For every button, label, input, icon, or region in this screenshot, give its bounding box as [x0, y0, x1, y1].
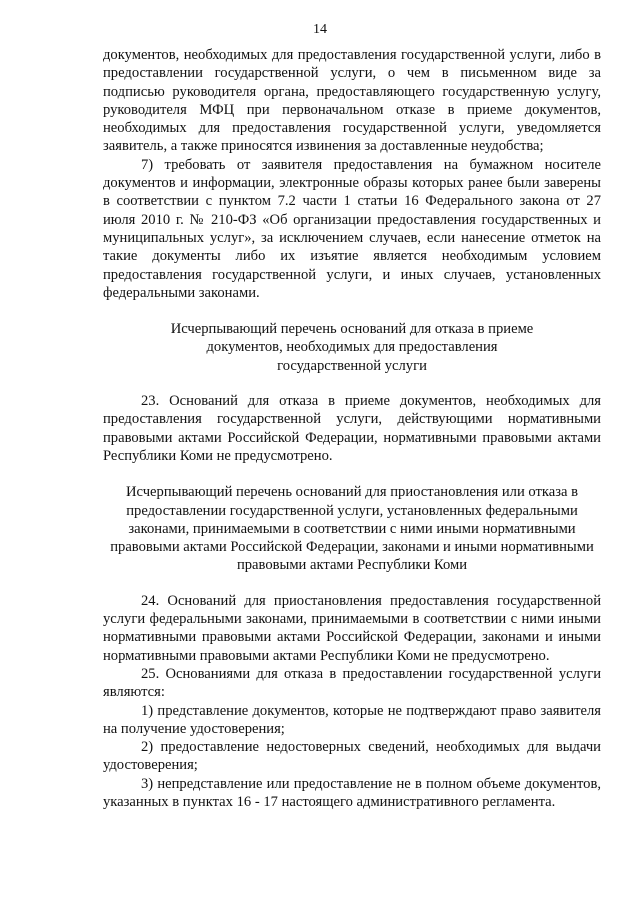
paragraph-25-item-2: 2) предоставление недостоверных сведений, необходимых для выдачи удостоверения;: [103, 739, 601, 774]
paragraph-23: 23. Оснований для отказа в приеме документов, необходимых для предоставления государственной услуги, действующими нормативными правовыми актами Российской Федерации, нормативными правовыми актами Республики Коми не предусмотрено.: [103, 393, 601, 464]
paragraph-25-item-1: 1) представление документов, которые не подтверждают право заявителя на получение удостоверения;: [103, 702, 601, 737]
paragraph-continuation: документов, необходимых для предоставления государственной услуги, либо в предоставлении государственной услуги, о чем в письменном виде за подписью руководителя органа, предоставляющего государственную услугу, руководителя МФЦ при первоначальном отказе в приеме документов, необходимых для предоставления государственной услуги, уведомляется заявитель, а также приносятся извинения за доставленные неудобства;: [103, 47, 601, 155]
section-heading-refusal-reception: Исчерпывающий перечень оснований для отказа в приеме документов, необходимых для предоставления государственной услуги: [170, 321, 534, 374]
section-heading-suspension-refusal: Исчерпывающий перечень оснований для приостановления или отказа в предоставлении государственной услуги, установленных федеральными законами, принимаемыми в соответствии с ними иными нормативными правовыми актами Российской Федерации, законами и иными нормативными правовыми актами Республики Коми: [110, 484, 594, 574]
paragraph-24: 24. Оснований для приостановления предоставления государственной услуги федеральными законами, принимаемыми в соответствии с ними иными нормативными правовыми актами Российской Федерации, законами и иными нормативными правовыми актами Республики Коми не предусмотрено.: [103, 592, 601, 664]
paragraph-25-item-3: 3) непредставление или предоставление не в полном объеме документов, указанных в пунктах 16 - 17 настоящего административного регламента.: [103, 775, 601, 810]
document-body: [103, 46, 601, 811]
paragraph-25: 25. Основаниями для отказа в предоставлении государственной услуги являются:: [103, 665, 601, 701]
page-number: 14: [313, 22, 327, 37]
paragraph-item-7: 7) требовать от заявителя предоставления на бумажном носителе документов и информации, электронные образы которых ранее были заверены в соответствии с пунктом 7.2 части 1 статьи 16 Федерального закона от 27 июля 2010 г. № 210-ФЗ «Об организации предоставления государственных и муниципальных услуг», за исключением случаев, если нанесение отметок на такие документы либо их изъятие является необходимым условием предоставления государственной услуги, и иных случаев, установленных федеральными законами.: [103, 156, 601, 301]
